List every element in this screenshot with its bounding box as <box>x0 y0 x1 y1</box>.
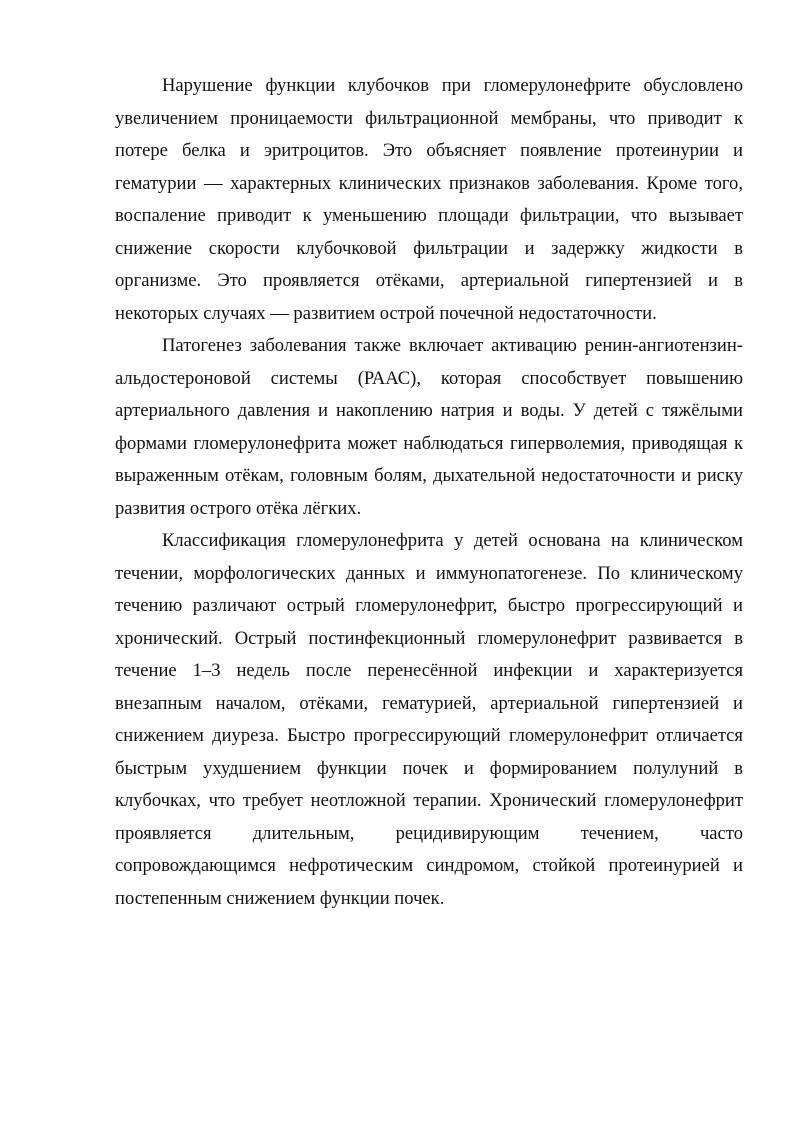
paragraph-glomerular-dysfunction: Нарушение функции клубочков при гломерулонефрите обусловлено увеличением проницаемости фильтрационной мембраны, что приводит к потере белка и эритроцитов. Это объясняет появление протеинурии и гематурии — характерных клинических признаков заболевания. Кроме того, воспаление приводит к уменьшению площади фильтрации, что вызывает снижение скорости клубочковой фильтрации и задержку жидкости в организме. Это проявляется отёками, артериальной гипертензией и в некоторых случаях — развитием острой почечной недостаточности. <box>115 75 743 324</box>
document-body <box>115 70 743 915</box>
paragraph-pathogenesis: Патогенез заболевания также включает активацию ренин-ангиотензин-альдостероновой системы (РААС), которая способствует повышению артериального давления и накоплению натрия и воды. У детей с тяжёлыми формами гломерулонефрита может наблюдаться гиперволемия, приводящая к выраженным отёкам, головным болям, дыхательной недостаточности и риску развития острого отёка лёгких. <box>115 335 743 519</box>
paragraph-classification: Классификация гломерулонефрита у детей основана на клиническом течении, морфологических данных и иммунопатогенезе. По клиническому течению различают острый гломерулонефрит, быстро прогрессирующий и хронический. Острый постинфекционный гломерулонефрит развивается в течение 1–3 недель после перенесённой инфекции и характеризуется внезапным началом, отёками, гематурией, артериальной гипертензией и снижением диуреза. Быстро прогрессирующий гломерулонефрит отличается быстрым ухудшением функции почек и формированием полулуний в клубочках, что требует неотложной терапии. Хронический гломерулонефрит проявляется длительным, рецидивирующим течением, часто сопровождающимся нефротическим синдромом, стойкой протеинурией и постепенным снижением функции почек. <box>115 530 743 909</box>
